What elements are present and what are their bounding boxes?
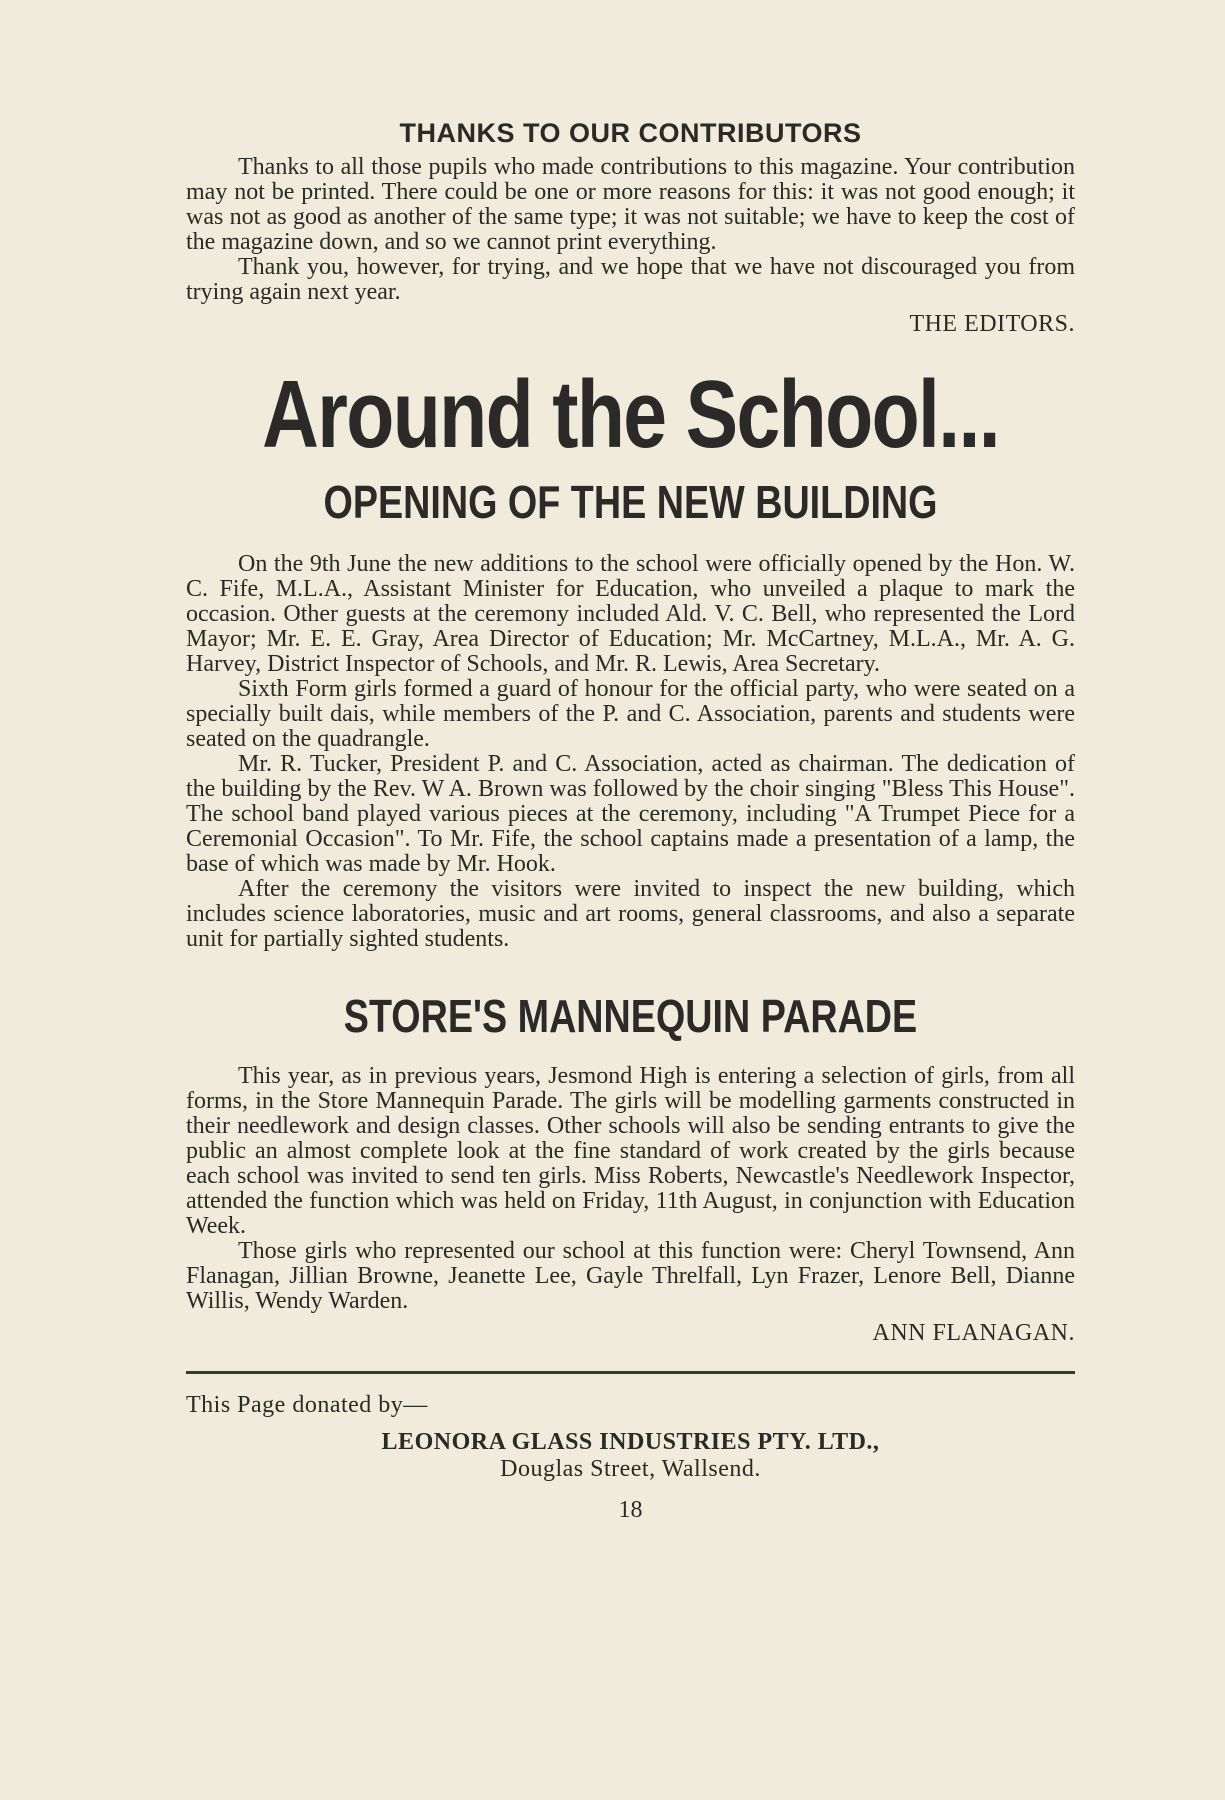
- store-signature: ANN FLANAGAN.: [872, 1320, 1075, 1346]
- donor-company: LEONORA GLASS INDUSTRIES PTY. LTD.,: [381, 1429, 880, 1455]
- store-section: [186, 988, 1075, 1347]
- thanks-heading: THANKS TO OUR CONTRIBUTORS: [399, 118, 862, 148]
- main-title: Around the School...: [262, 361, 999, 468]
- thanks-body: [186, 155, 1075, 305]
- opening-paragraph: After the ceremony the visitors were invited to inspect the new building, which includes science laboratories, music and art rooms, general classrooms, and also a separate unit for partially sighted students.: [186, 876, 1075, 952]
- page-number: 18: [618, 1497, 643, 1523]
- store-body: [186, 1064, 1075, 1314]
- thanks-paragraph: Thank you, however, for trying, and we hope that we have not discouraged you from trying again next year.: [186, 254, 1075, 305]
- donated-by-label: This Page donated by—: [186, 1392, 428, 1418]
- opening-paragraph: Sixth Form girls formed a guard of honour for the official party, who were seated on a specially built dais, while members of the P. and C. Association, parents and students were seated on the quadrangle.: [186, 676, 1075, 752]
- store-heading: STORE'S MANNEQUIN PARADE: [343, 990, 918, 1042]
- thanks-section: [186, 118, 1075, 338]
- store-paragraph: This year, as in previous years, Jesmond High is entering a selection of girls, from all forms, in the Store Mannequin Parade. The girls will be modelling garments constructed in their needlework and design classes. Other schools will also be sending entrants to give the public an almost complete look at the fine standard of work created by the girls because each school was invited to send ten girls. Miss Roberts, Newcastle's Needlework Inspector, attended the function which was held on Friday, 11th August, in conjunction with Education Week.: [186, 1063, 1075, 1239]
- opening-heading: OPENING OF THE NEW BUILDING: [323, 476, 938, 528]
- opening-paragraph: Mr. R. Tucker, President P. and C. Association, acted as chairman. The dedication of the building by the Rev. W A. Brown was followed by the choir singing "Bless This House". The school band played various pieces at the ceremony, including "A Trumpet Piece for a Ceremonial Occasion". To Mr. Fife, the school captains made a presentation of a lamp, the base of which was made by Mr. Hook.: [186, 751, 1075, 877]
- opening-paragraph: On the 9th June the new additions to the school were officially opened by the Hon. W. C. Fife, M.L.A., Assistant Minister for Education, who unveiled a plaque to mark the occasion. Other guests at the ceremony included Ald. V. C. Bell, who represented the Lord Mayor; Mr. E. E. Gray, Area Director of Education; Mr. McCartney, M.L.A., Mr. A. G. Harvey, District Inspector of Schools, and Mr. R. Lewis, Area Secretary.: [186, 551, 1075, 677]
- thanks-signature: THE EDITORS.: [909, 311, 1075, 337]
- store-paragraph: Those girls who represented our school at this function were: Cheryl Townsend, Ann Flanagan, Jillian Browne, Jeanette Lee, Gayle Threlfall, Lyn Frazer, Lenore Bell, Dianne Willis, Wendy Warden.: [186, 1238, 1075, 1314]
- donor-footer: [186, 1392, 1075, 1524]
- opening-section: [186, 474, 1075, 952]
- thanks-paragraph: Thanks to all those pupils who made contributions to this magazine. Your contribution may not be printed. There could be one or more reasons for this: it was not good enough; it was not as good as another of the same type; it was not suitable; we have to keep the cost of the magazine down, and so we cannot print everything.: [186, 154, 1075, 255]
- opening-body: [186, 552, 1075, 952]
- divider: [186, 1371, 1075, 1374]
- donor-address: Douglas Street, Wallsend.: [500, 1456, 761, 1482]
